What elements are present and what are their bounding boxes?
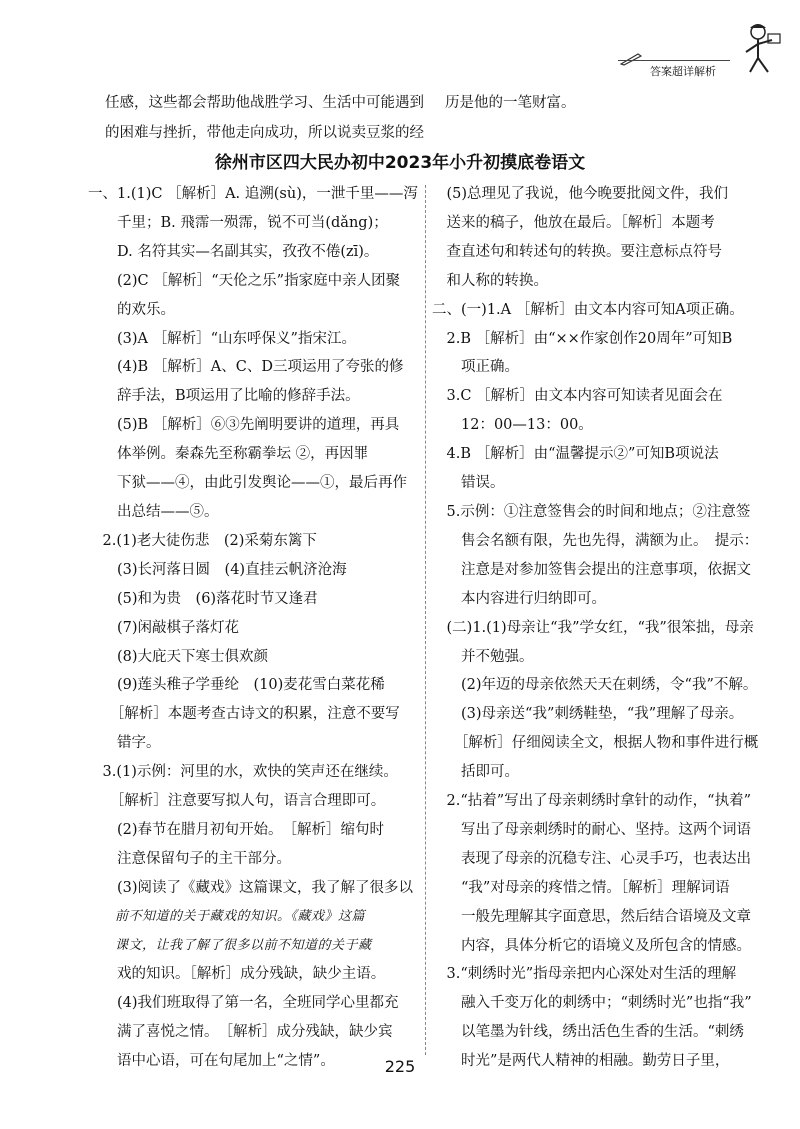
text-line: 表现了母亲的沉稳专注、心灵手巧，也表达出 bbox=[432, 850, 751, 867]
header-rule bbox=[618, 60, 730, 61]
text-line: ［解析］本题考查古诗文的积累，注意不要写 bbox=[88, 706, 400, 723]
text-line: 2.(1)老大徒伤悲 (2)采菊东篱下 bbox=[88, 532, 317, 549]
text-line: (3)母亲送“我”刺绣鞋垫，“我”理解了母亲。 bbox=[432, 706, 744, 723]
text-line: 满了喜悦之情。 ［解析］成分残缺，缺少宾 bbox=[88, 1024, 393, 1041]
text-line: “我”对母亲的疼惜之情。［解析］理解词语 bbox=[432, 879, 730, 896]
text-line: (3)长河落日圆 (4)直挂云帆济沧海 bbox=[88, 561, 347, 578]
handwritten-line: 前不知道的关于藏戏的知识。《藏戏》这篇 bbox=[88, 908, 366, 924]
text-line: 3.C ［解析］由文本内容可知读者见面会在 bbox=[432, 388, 723, 405]
top-right-continuation bbox=[445, 88, 745, 118]
text-line: 项正确。 bbox=[432, 359, 519, 376]
text-line: (3)阅读了《藏戏》这篇课文，我了解了很多以 bbox=[88, 879, 414, 896]
text-line: 本内容进行归纳即可。 bbox=[432, 590, 606, 607]
top-left-continuation bbox=[105, 88, 425, 148]
text-line: 错误。 bbox=[432, 475, 505, 492]
text-line: 历是他的一笔财富。 bbox=[445, 95, 576, 111]
text-line: 一般先理解其字面意思，然后结合语境及文章 bbox=[432, 908, 751, 925]
text-line: 3.“刺绣时光”指母亲把内心深处对生活的理解 bbox=[432, 966, 737, 983]
text-line: 体举例。秦森先至称霸拳坛 ②，再因罪 bbox=[88, 446, 369, 463]
text-line: 内容，具体分析它的语境义及所包含的情感。 bbox=[432, 937, 751, 954]
text-line: 一、1.(1)C ［解析］A. 追溯(sù)，一泄千里——泻 bbox=[88, 186, 418, 202]
column-divider bbox=[425, 185, 426, 1055]
text-line: 送来的稿子，他放在最后。［解析］本题考 bbox=[432, 214, 715, 231]
text-line: 售会名额有限，先也先得，满额为止。 提示： bbox=[432, 532, 759, 549]
text-line: (5)总理见了我说，他今晚要批阅文件，我们 bbox=[432, 186, 729, 202]
text-line: ［解析］仔细阅读全文，根据人物和事件进行概 bbox=[432, 735, 759, 752]
text-line: 查直述句和转述句的转换。要注意标点符号 bbox=[432, 243, 722, 260]
text-line: (2)年迈的母亲依然天天在刺绣，令“我”不解。 bbox=[432, 677, 758, 694]
text-line: 括即可。 bbox=[432, 764, 519, 781]
text-line: (2)春节在腊月初旬开始。 ［解析］缩句时 bbox=[88, 821, 385, 838]
text-line: (7)闲敲棋子落灯花 bbox=[88, 619, 240, 636]
pen-icon bbox=[620, 52, 642, 66]
text-line: 千里；B. 飛霈一殒霈，锐不可当(dǎng)； bbox=[88, 214, 388, 231]
text-line: 任感，这些都会帮助他战胜学习、生活中可能遇到 bbox=[105, 95, 424, 111]
page-number: 225 bbox=[384, 1057, 416, 1076]
text-line: 语中心语，可在句尾加上“之情”。 bbox=[88, 1053, 335, 1070]
text-line: 戏的知识。［解析］成分残缺，缺少主语。 bbox=[88, 966, 386, 983]
text-line: 二、(一)1.A ［解析］由文本内容可知A项正确。 bbox=[432, 301, 744, 318]
right-column bbox=[432, 180, 759, 1076]
text-line: 辞手法，B项运用了比喻的修辞手法。 bbox=[88, 388, 360, 405]
text-line: 4.B ［解析］由“温馨提示②”可知B项说法 bbox=[432, 446, 719, 463]
handwritten-line: 课文，让我了解了很多以前不知道的关于藏 bbox=[88, 937, 372, 953]
text-line: 5.示例：①注意签售会的时间和地点；②注意签 bbox=[432, 503, 751, 520]
text-line: 错字。 bbox=[88, 735, 161, 752]
text-line: (4)B ［解析］A、C、D三项运用了夸张的修 bbox=[88, 359, 404, 376]
text-line: (9)莲头稚子学垂纶 (10)麦花雪白菜花稀 bbox=[88, 677, 385, 694]
mascot-figure-icon bbox=[728, 20, 788, 80]
text-line: 并不勉强。 bbox=[432, 648, 534, 665]
text-line: 注意是对参加签售会提出的注意事项，依据文 bbox=[432, 561, 751, 578]
text-line: 注意保留句子的主干部分。 bbox=[88, 850, 291, 867]
text-line: (4)我们班取得了第一名，全班同学心里都充 bbox=[88, 995, 399, 1012]
left-column bbox=[88, 180, 420, 1076]
text-line: (5)B ［解析］⑥③先阐明要讲的道理，再具 bbox=[88, 417, 400, 434]
text-line: 时光”是两代人精神的相融。勤劳日子里， bbox=[432, 1053, 730, 1070]
text-line: 2.“拈着”写出了母亲刺绣时拿针的动作，“执着” bbox=[432, 793, 751, 810]
text-line: (8)大庇天下寒士俱欢颜 bbox=[88, 648, 269, 665]
text-line: (3)A ［解析］“山东呼保义”指宋江。 bbox=[88, 330, 356, 347]
text-line: 和人称的转换。 bbox=[432, 272, 548, 289]
text-line: (2)C ［解析］“天伦之乐”指家庭中亲人团聚 bbox=[88, 272, 401, 289]
text-line: 以笔墨为针线，绣出活色生香的生活。“刺绣 bbox=[432, 1024, 744, 1041]
text-line: (二)1.(1)母亲让“我”学女红，“我”很笨拙，母亲 bbox=[432, 619, 754, 636]
text-line: 出总结——⑤。 bbox=[88, 503, 219, 520]
text-line: (5)和为贵 (6)落花时节又逢君 bbox=[88, 590, 318, 607]
text-line: 下狱——④，由此引发舆论——①，最后再作 bbox=[88, 475, 407, 492]
text-line: 写出了母亲刺绣时的耐心、坚持。这两个词语 bbox=[432, 821, 751, 838]
text-line: ［解析］注意要写拟人句，语言合理即可。 bbox=[88, 793, 386, 810]
text-line: 融入千变万化的刺绣中；“刺绣时光”也指“我” bbox=[432, 995, 752, 1012]
text-line: D. 名符其实—名副其实，孜孜不倦(zī)。 bbox=[88, 243, 379, 260]
exam-title: 徐州市区四大民办初中2023年小升初摸底卷语文 bbox=[214, 153, 586, 173]
text-line: 的困难与挫折，带他走向成功，所以说卖豆浆的经 bbox=[105, 125, 424, 141]
header-label: 答案超详解析 bbox=[650, 65, 716, 78]
text-line: 2.B ［解析］由“××作家创作20周年”可知B bbox=[432, 330, 733, 347]
text-line: 12：00—13：00。 bbox=[432, 417, 593, 434]
text-line: 的欢乐。 bbox=[88, 301, 175, 318]
text-line: 3.(1)示例：河里的水，欢快的笑声还在继续。 bbox=[88, 764, 398, 781]
